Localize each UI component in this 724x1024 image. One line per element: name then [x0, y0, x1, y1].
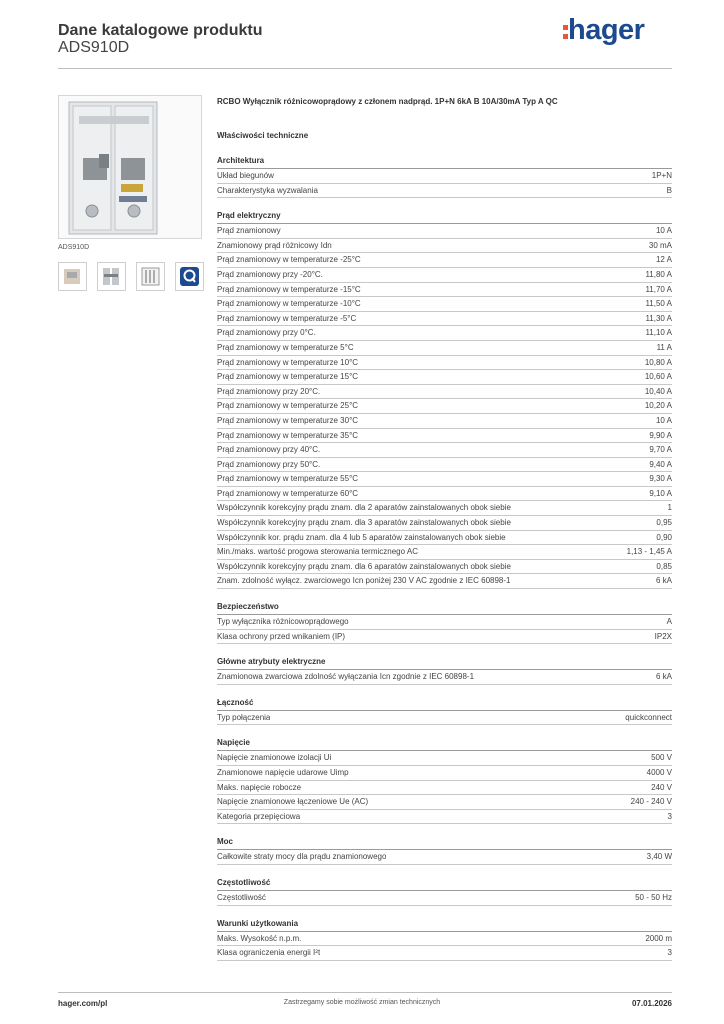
- spec-value: 10,20 A: [644, 401, 672, 411]
- spec-row: [217, 268, 672, 283]
- spec-label: Prąd znamionowy w temperaturze 60°C: [217, 488, 359, 498]
- spec-label: Prąd znamionowy przy 0°C.: [217, 328, 316, 338]
- spec-value: 9,70 A: [649, 445, 672, 455]
- spec-row: [217, 670, 672, 685]
- spec-value: 0,95: [656, 518, 672, 528]
- spec-row: [217, 370, 672, 385]
- spec-row: [217, 326, 672, 341]
- photo-caption: ADS910D: [58, 244, 90, 251]
- spec-label: Prąd znamionowy w temperaturze -15°C: [217, 284, 361, 294]
- spec-row: [217, 297, 672, 312]
- page-title: Dane katalogowe produktu: [58, 22, 263, 39]
- spec-label: Kategoria przepięciowa: [217, 811, 301, 821]
- section-title: Warunki użytkowania: [217, 917, 672, 932]
- section-title: Częstotliwość: [217, 876, 672, 891]
- spec-value: 11,80 A: [645, 269, 672, 279]
- spec-label: Częstotliwość: [217, 892, 266, 902]
- spec-label: Typ wyłącznika różnicowoprądowego: [217, 617, 349, 627]
- spec-section: [217, 696, 672, 726]
- spec-row: [217, 531, 672, 546]
- spec-row: [217, 516, 672, 531]
- spec-label: Współczynnik kor. prądu znam. dla 4 lub 5 aparatów zainstalowanych obok siebie: [217, 532, 506, 542]
- spec-label: Maks. Wysokość n.p.m.: [217, 933, 302, 943]
- spec-label: Maks. napięcie robocze: [217, 782, 302, 792]
- spec-label: Min./maks. wartość progowa sterowania termicznego AC: [217, 547, 418, 557]
- spec-value: 500 V: [651, 753, 672, 763]
- header-divider: [58, 68, 672, 69]
- spec-value: 3: [667, 948, 672, 958]
- spec-value: 6 kA: [655, 672, 672, 682]
- spec-table: [217, 154, 672, 972]
- spec-row: [217, 946, 672, 961]
- spec-row: [217, 184, 672, 199]
- spec-row: [217, 239, 672, 254]
- section-title: Napięcie: [217, 736, 672, 751]
- section-title: Prąd elektryczny: [217, 209, 672, 224]
- spec-label: Znamionowe napięcie udarowe Uimp: [217, 768, 349, 777]
- spec-value: 10,60 A: [644, 372, 672, 382]
- spec-row: [217, 385, 672, 400]
- footer-website-link[interactable]: hager.com/pl: [58, 999, 108, 1008]
- spec-row: [217, 615, 672, 630]
- spec-value: 10,40 A: [644, 386, 672, 396]
- technical-properties-title: Właściwości techniczne: [217, 131, 309, 140]
- spec-value: 0,90: [656, 532, 672, 542]
- spec-value: 3: [667, 811, 672, 821]
- spec-label: Klasa ograniczenia energii I²t: [217, 948, 321, 958]
- breaker-illustration: [59, 96, 201, 238]
- spec-label: Prąd znamionowy w temperaturze 5°C: [217, 342, 354, 352]
- spec-value: quickconnect: [625, 712, 672, 722]
- spec-label: Prąd znamionowy przy 20°C.: [217, 386, 321, 396]
- section-title: Moc: [217, 835, 672, 850]
- spec-value: 4000 V: [646, 768, 672, 777]
- spec-value: 10,80 A: [644, 357, 672, 367]
- spec-label: Napięcie znamionowe izolacji Ui: [217, 753, 332, 763]
- spec-label: Prąd znamionowy w temperaturze 10°C: [217, 357, 359, 367]
- spec-label: Znamionowa zwarciowa zdolność wyłączania Icn zgodnie z IEC 60898-1: [217, 672, 475, 682]
- spec-section: [217, 835, 672, 865]
- spec-label: Współczynnik korekcyjny prądu znam. dla 2 aparatów zainstalowanych obok siebie: [217, 503, 511, 513]
- spec-value: 10 A: [655, 226, 672, 236]
- spec-value: 11,30 A: [645, 313, 672, 323]
- spec-row: [217, 711, 672, 726]
- spec-label: Prąd znamionowy przy -20°C.: [217, 269, 323, 279]
- product-reference: ADS910D: [58, 39, 130, 56]
- spec-label: Prąd znamionowy przy 40°C.: [217, 445, 321, 455]
- spec-row: [217, 781, 672, 796]
- spec-label: Prąd znamionowy w temperaturze 35°C: [217, 430, 359, 440]
- spec-value: 1P+N: [651, 171, 672, 180]
- section-title: Architektura: [217, 154, 672, 169]
- spec-section: [217, 209, 672, 589]
- spec-value: 240 V: [651, 782, 672, 792]
- spec-row: [217, 560, 672, 575]
- thumbnail-strip: [58, 262, 204, 291]
- spec-value: 9,40 A: [649, 459, 672, 469]
- spec-value: IP2X: [654, 631, 672, 641]
- spec-value: 12 A: [655, 255, 672, 265]
- spec-label: Prąd znamionowy w temperaturze 15°C: [217, 372, 359, 382]
- spec-row: [217, 312, 672, 327]
- spec-row: [217, 283, 672, 298]
- footer-date: 07.01.2026: [631, 999, 672, 1008]
- spec-row: [217, 458, 672, 473]
- spec-label: Charakterystyka wyzwalania: [217, 185, 318, 195]
- spec-label: Typ połączenia: [217, 712, 271, 722]
- spec-value: 6 kA: [655, 576, 672, 586]
- spec-row: [217, 169, 672, 184]
- thumbnail-quickconnect-icon[interactable]: [175, 262, 204, 291]
- spec-label: Prąd znamionowy przy 50°C.: [217, 459, 321, 469]
- spec-label: Prąd znamionowy w temperaturze 25°C: [217, 401, 359, 411]
- spec-section: [217, 876, 672, 906]
- spec-label: Całkowite straty mocy dla prądu znamionowego: [217, 852, 387, 862]
- spec-label: Znamionowy prąd różnicowy Idn: [217, 240, 332, 250]
- spec-value: 50 - 50 Hz: [635, 892, 672, 902]
- spec-value: 11,70 A: [645, 284, 672, 294]
- spec-label: Prąd znamionowy w temperaturze 30°C: [217, 415, 359, 425]
- spec-value: 3,40 W: [646, 852, 672, 862]
- spec-row: [217, 574, 672, 589]
- spec-row: [217, 253, 672, 268]
- spec-label: Prąd znamionowy: [217, 226, 281, 236]
- spec-row: [217, 850, 672, 865]
- spec-row: [217, 224, 672, 239]
- spec-value: B: [666, 185, 672, 195]
- spec-row: [217, 429, 672, 444]
- spec-value: 11,50 A: [645, 299, 672, 309]
- spec-value: 240 - 240 V: [630, 797, 672, 807]
- spec-section: [217, 655, 672, 685]
- thumbnail-hand-icon[interactable]: [58, 262, 87, 291]
- spec-label: Współczynnik korekcyjny prądu znam. dla 3 aparatów zainstalowanych obok siebie: [217, 518, 511, 528]
- spec-label: Układ biegunów: [217, 171, 274, 180]
- spec-label: Prąd znamionowy w temperaturze -5°C: [217, 313, 357, 323]
- product-description: RCBO Wyłącznik różnicowoprądowy z członem nadprąd. 1P+N 6kA B 10A/30mA Typ A QC: [217, 97, 558, 106]
- spec-label: Prąd znamionowy w temperaturze -25°C: [217, 255, 361, 265]
- spec-value: 11,10 A: [645, 328, 672, 338]
- hager-logo: hager: [568, 14, 645, 46]
- spec-value: 9,10 A: [649, 488, 672, 498]
- spec-label: Napięcie znamionowe łączeniowe Ue (AC): [217, 797, 369, 807]
- spec-row: [217, 891, 672, 906]
- thumbnail-diagram-icon[interactable]: [136, 262, 165, 291]
- spec-label: Znam. zdolność wyłącz. zwarciowego Icn poniżej 230 V AC zgodnie z IEC 60898-1: [217, 576, 511, 586]
- spec-value: 9,90 A: [649, 430, 672, 440]
- thumbnail-device-icon[interactable]: [97, 262, 126, 291]
- spec-label: Prąd znamionowy w temperaturze 55°C: [217, 474, 359, 484]
- spec-value: A: [666, 617, 672, 627]
- spec-value: 2000 m: [645, 933, 672, 943]
- footer-notice: Zastrzegamy sobie możliwość zmian technicznych: [283, 999, 441, 1006]
- spec-value: 1,13 - 1,45 A: [626, 547, 672, 557]
- spec-row: [217, 356, 672, 371]
- section-title: Łączność: [217, 696, 672, 711]
- spec-row: [217, 472, 672, 487]
- product-photo: [58, 95, 202, 239]
- spec-label: Współczynnik korekcyjny prądu znam. dla 6 aparatów zainstalowanych obok siebie: [217, 561, 511, 571]
- spec-value: 0,85: [656, 561, 672, 571]
- spec-row: [217, 795, 672, 810]
- spec-label: Klasa ochrony przed wnikaniem (IP): [217, 631, 346, 641]
- spec-row: [217, 487, 672, 502]
- footer-divider: [58, 992, 672, 993]
- spec-label: Prąd znamionowy w temperaturze -10°C: [217, 299, 361, 309]
- section-title: Bezpieczeństwo: [217, 600, 672, 615]
- spec-value: 11 A: [656, 342, 672, 352]
- spec-row: [217, 630, 672, 645]
- spec-row: [217, 932, 672, 947]
- spec-row: [217, 399, 672, 414]
- spec-value: 1: [667, 503, 672, 513]
- spec-row: [217, 341, 672, 356]
- spec-row: [217, 766, 672, 781]
- spec-row: [217, 443, 672, 458]
- spec-row: [217, 545, 672, 560]
- spec-row: [217, 414, 672, 429]
- spec-row: [217, 810, 672, 825]
- spec-section: [217, 736, 672, 824]
- spec-row: [217, 751, 672, 766]
- spec-value: 30 mA: [648, 240, 672, 250]
- spec-value: 10 A: [655, 415, 672, 425]
- spec-row: [217, 501, 672, 516]
- spec-section: [217, 600, 672, 644]
- spec-section: [217, 917, 672, 961]
- spec-section: [217, 154, 672, 198]
- spec-value: 9,30 A: [649, 474, 672, 484]
- section-title: Główne atrybuty elektryczne: [217, 655, 672, 670]
